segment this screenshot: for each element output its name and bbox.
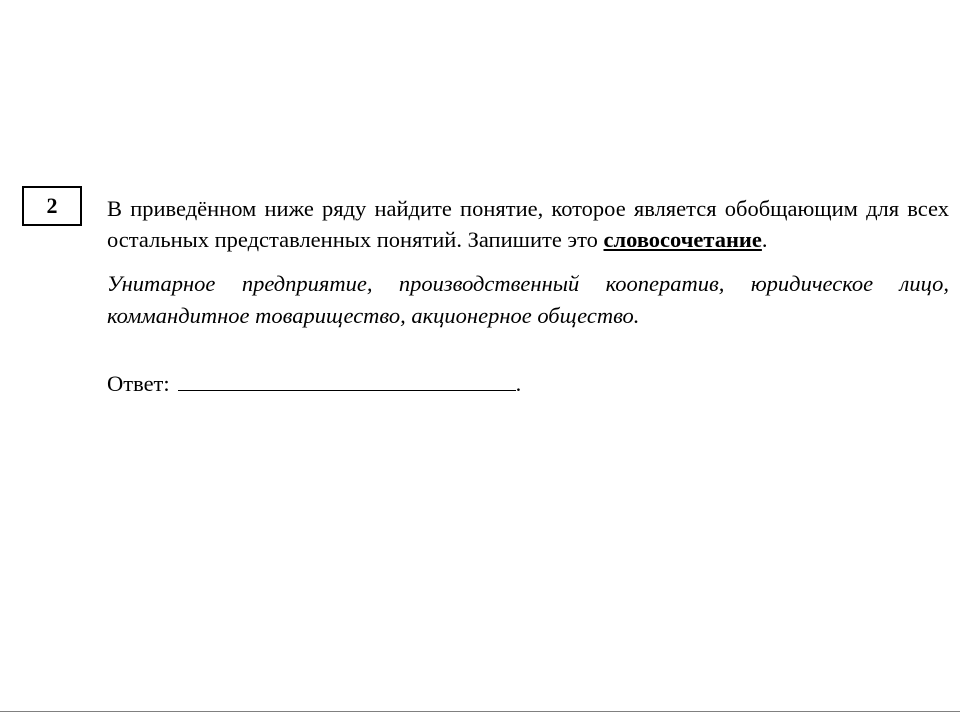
instruction-end: .: [761, 227, 768, 252]
answer-row: [107, 368, 949, 400]
instruction-emphasis: словосочетание: [603, 227, 762, 252]
concept-list: Унитарное предприятие, производственный кооператив, юридическое лицо, коммандитное товарищество, акционерное общество.: [107, 271, 949, 328]
answer-label: Ответ:: [107, 371, 170, 396]
task-instruction: [107, 193, 949, 255]
instruction-text: В приведённом ниже ряду найдите понятие, которое является обобщающим для всех остальных представленных понятий. Запишите это: [107, 196, 949, 252]
task-number: 2: [46, 193, 58, 218]
answer-blank[interactable]: [178, 370, 516, 391]
task-body: [107, 193, 949, 400]
footer-divider: [0, 711, 960, 712]
answer-end: .: [515, 371, 522, 396]
task-number-box: [22, 186, 82, 226]
